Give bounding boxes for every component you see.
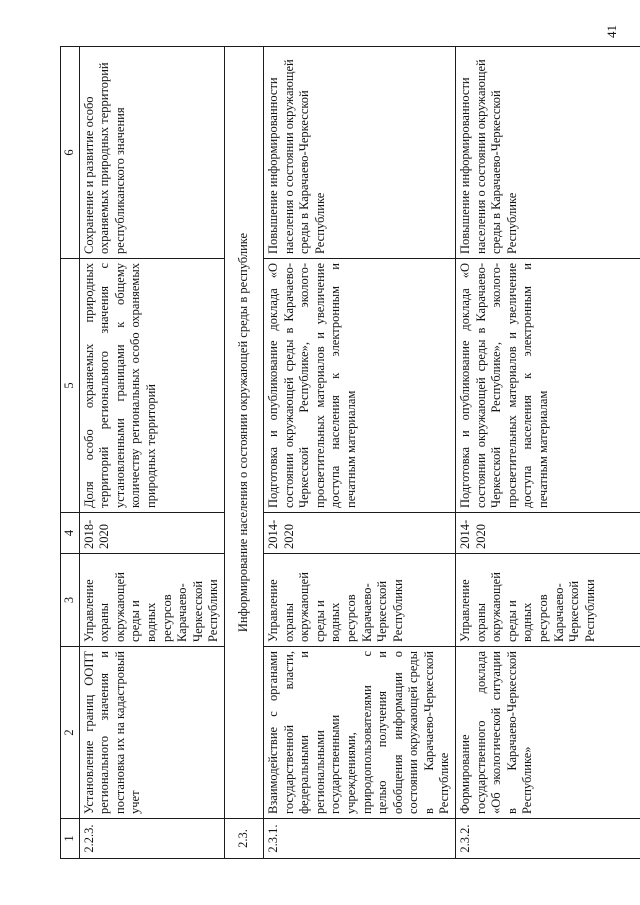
period-cell: 2014-2020 xyxy=(263,513,455,554)
period-cell: 2014-2020 xyxy=(456,513,640,554)
section-row xyxy=(224,47,263,859)
result-cell: Повышение информированности населения о состоянии окружающей среды в Карачаево-Черкесской Республике xyxy=(456,47,640,259)
header-cell-2: 2 xyxy=(61,647,80,819)
header-cell-5: 5 xyxy=(61,259,80,513)
executor-cell: Управление охраны окружающей среды и водных ресурсов Карачаево-Черкесской Республики xyxy=(79,554,224,647)
row-number: 2.3.1. xyxy=(263,819,455,859)
section-title: Информирование населения о состоянии окружающей среды в республике xyxy=(224,47,263,819)
row-number: 2.2.3. xyxy=(79,819,224,859)
result-cell: Повышение информированности населения о состоянии окружающей среды в Карачаево-Черкесской Республике xyxy=(263,47,455,259)
table-row xyxy=(79,47,224,859)
header-cell-6: 6 xyxy=(61,47,80,259)
table-row xyxy=(456,47,640,859)
action-cell: Взаимодействие с органами государственной власти, федеральными и региональными государственными учреждениями, природопользователями с целью получения и обобщения информации о состоянии окружающей среды в Карачаево-Черкесской Республике xyxy=(263,647,455,819)
page-number: 41 xyxy=(604,25,619,38)
action-cell: Формирование государственного доклада «Об экологической ситуации в Карачаево-Черкесской Республике» xyxy=(456,647,640,819)
table-row xyxy=(263,47,455,859)
header-row xyxy=(61,47,80,859)
row-number: 2.3.2. xyxy=(456,819,640,859)
section-number: 2.3. xyxy=(224,819,263,859)
result-cell: Сохранение и развитие особо охраняемых природных территорий республиканского значения xyxy=(79,47,224,259)
program-table xyxy=(60,46,640,859)
executor-cell: Управление охраны окружающей среды и водных ресурсов Карачаево-Черкесской Республики xyxy=(263,554,455,647)
header-cell-4: 4 xyxy=(61,513,80,554)
header-cell-1: 1 xyxy=(61,819,80,859)
header-cell-3: 3 xyxy=(61,554,80,647)
indicator-cell: Подготовка и опубликование доклада «О состоянии окружающей среды в Карачаево-Черкесской Республике», эколого-просветительных материалов и увеличение доступа населения к электронным и печатным материалам xyxy=(263,259,455,513)
period-cell: 2018-2020 xyxy=(79,513,224,554)
indicator-cell: Доля особо охраняемых природных территорий регионального значения с установленными границами к общему количеству региональных особо охраняемых природных территорий xyxy=(79,259,224,513)
action-cell: Установление границ ООПТ регионального значения и постановка их на кадастровый учет xyxy=(79,647,224,819)
executor-cell: Управление охраны окружающей среды и водных ресурсов Карачаево-Черкесской Республики xyxy=(456,554,640,647)
indicator-cell: Подготовка и опубликование доклада «О состоянии окружающей среды в Карачаево-Черкесской Республике», эколого-просветительных материалов и увеличение доступа населения к электронным и печатным материалам xyxy=(456,259,640,513)
